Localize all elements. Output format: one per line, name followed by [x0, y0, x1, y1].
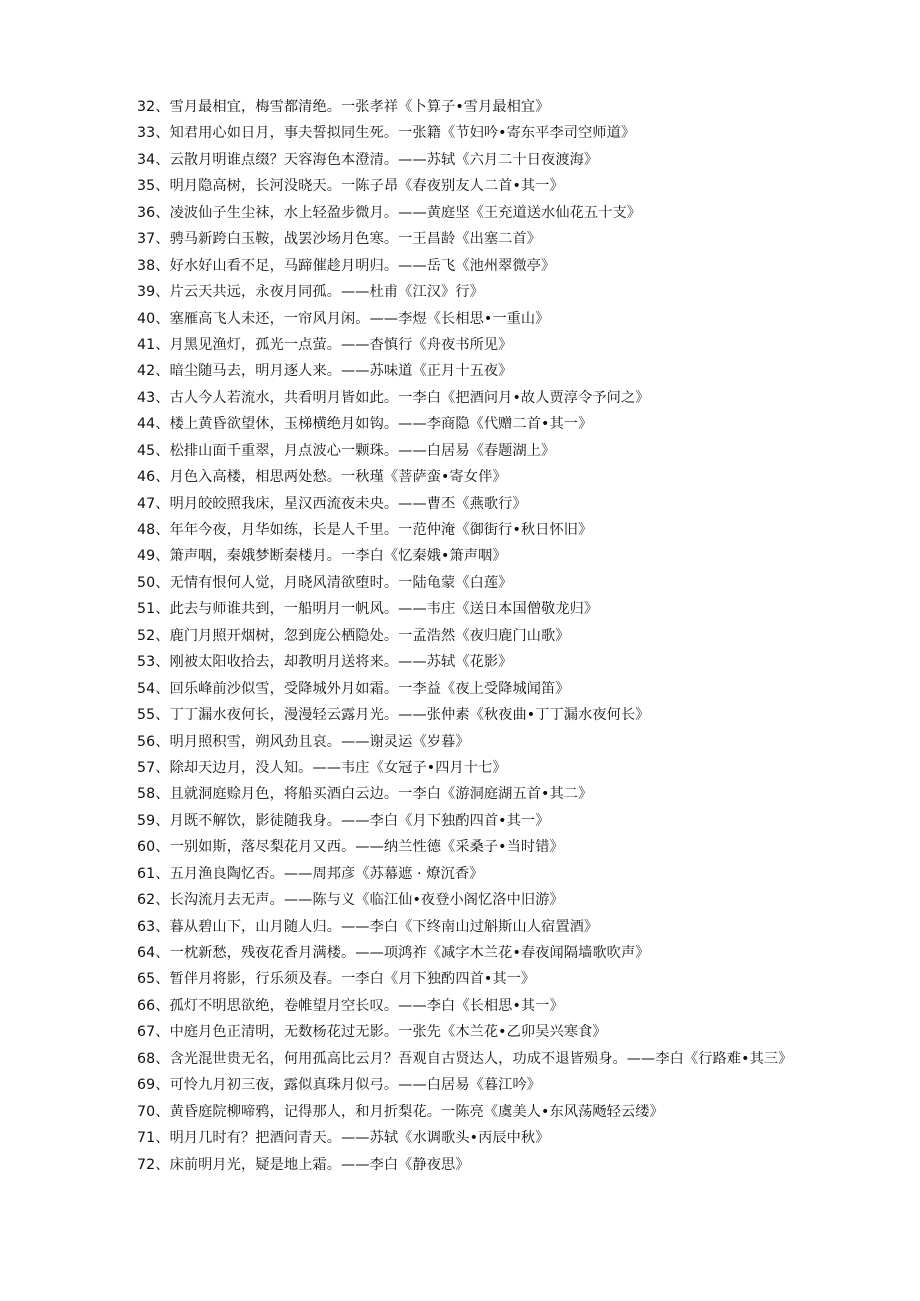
- poem-line: [137, 940, 907, 966]
- line-number: 41: [137, 336, 156, 353]
- line-number: 43: [137, 389, 156, 406]
- poem-line: [137, 120, 907, 146]
- poem-line: [137, 649, 907, 675]
- line-number: 34: [137, 151, 156, 168]
- poem-text: 明月照积雪，朔风劲且哀。——谢灵运《岁暮》: [169, 733, 470, 750]
- line-number: 64: [137, 945, 156, 961]
- line-separator: 、: [155, 680, 170, 697]
- poem-text: 塞雁高飞人未还，一帘风月闲。——李煜《长相思•一重山》: [169, 310, 550, 327]
- line-separator: 、: [155, 204, 170, 221]
- line-number: 53: [137, 654, 156, 671]
- line-separator: 、: [155, 786, 170, 803]
- poem-text: 暗尘随马去，明月逐人来。——苏味道《正月十五夜》: [169, 363, 513, 380]
- line-number: 39: [137, 284, 156, 301]
- poem-text: 古人今人若流水，共看明月皆如此。一李白《把酒问月•故人贾淳令予问之》: [169, 389, 650, 406]
- line-separator: 、: [155, 997, 170, 1014]
- poem-text: 明月皎皎照我床，星汉西流夜未央。——曹丕《燕歌行》: [169, 495, 527, 512]
- line-separator: 、: [155, 945, 170, 961]
- line-number: 52: [137, 627, 156, 644]
- line-separator: 、: [155, 442, 170, 459]
- poem-text: 暂伴月将影，行乐须及春。一李白《月下独酌四首•其一》: [169, 971, 536, 988]
- line-number: 40: [137, 310, 156, 327]
- poem-line: [137, 808, 907, 834]
- poem-text: 明月隐高树，长河没晓天。一陈子昂《春夜别友人二首•其一》: [169, 178, 564, 195]
- line-separator: 、: [155, 839, 170, 856]
- poem-line: [137, 1046, 907, 1072]
- poem-line: [137, 543, 907, 569]
- poem-text: 回乐峰前沙似雪，受降城外月如霜。一李益《夜上受降城闻笛》: [169, 680, 570, 697]
- poem-line: [137, 279, 907, 305]
- line-separator: 、: [155, 469, 170, 486]
- poem-line: [137, 570, 907, 596]
- poem-line: [137, 226, 907, 252]
- poem-line: [137, 147, 907, 173]
- poem-text: 中庭月色正清明，无数杨花过无影。一张先《木兰花•乙卯吴兴寒食》: [169, 1024, 607, 1041]
- poem-line: [137, 623, 907, 649]
- line-separator: 、: [155, 707, 170, 724]
- line-number: 33: [137, 125, 156, 142]
- line-separator: 、: [155, 231, 170, 248]
- line-number: 58: [137, 786, 156, 803]
- poem-text: 床前明月光，疑是地上霜。——李白《静夜思》: [169, 1156, 470, 1173]
- line-number: 59: [137, 812, 156, 829]
- poem-text: 鹿门月照开烟树，忽到庞公栖隐处。一孟浩然《夜归鹿门山歌》: [169, 627, 570, 644]
- poem-line: [137, 517, 907, 543]
- poem-line: [137, 332, 907, 358]
- poem-line: [137, 438, 907, 464]
- line-number: 47: [137, 495, 156, 512]
- poem-text: 知君用心如日月，事夫誓拟同生死。一张籍《节妇吟•寄东平李司空师道》: [169, 125, 636, 142]
- poem-line: [137, 173, 907, 199]
- line-number: 32: [137, 99, 156, 115]
- line-number: 45: [137, 442, 156, 459]
- line-number: 56: [137, 733, 156, 750]
- line-number: 61: [137, 865, 156, 882]
- line-number: 46: [137, 469, 156, 486]
- poem-text: 此去与师谁共到，一船明月一帆风。——韦庄《送日本国僧敬龙归》: [169, 601, 599, 618]
- poem-list: [137, 94, 907, 1178]
- line-number: 70: [137, 1103, 156, 1120]
- poem-text: 无情有恨何人觉，月晓风清欲堕时。一陆龟蒙《白莲》: [169, 574, 513, 591]
- line-separator: 、: [155, 1130, 170, 1147]
- line-number: 71: [137, 1130, 156, 1147]
- poem-text: 除却天边月，没人知。——韦庄《女冠子•四月十七》: [169, 759, 507, 776]
- poem-line: [137, 1152, 907, 1178]
- poem-line: [137, 914, 907, 940]
- poem-text: 箫声咽，秦娥梦断秦楼月。一李白《忆秦娥•箫声咽》: [169, 548, 507, 565]
- line-separator: 、: [155, 336, 170, 353]
- poem-text: 月黑见渔灯，孤光一点萤。——杳慎行《舟夜书所见》: [169, 336, 513, 353]
- line-separator: 、: [155, 971, 170, 988]
- line-number: 62: [137, 892, 156, 909]
- poem-line: [137, 491, 907, 517]
- line-separator: 、: [155, 1103, 170, 1120]
- poem-text: 一别如斯，落尽梨花月又西。——纳兰性德《采桑子•当时错》: [169, 839, 564, 856]
- line-number: 38: [137, 257, 156, 274]
- line-separator: 、: [155, 522, 170, 538]
- poem-text: 楼上黄昏欲望休，玉梯横绝月如钩。——李商隐《代赠二首•其一》: [169, 416, 593, 433]
- line-number: 72: [137, 1156, 156, 1173]
- poem-line: [137, 253, 907, 279]
- line-separator: 、: [155, 548, 170, 565]
- poem-text: 且就洞庭赊月色，将船买酒白云边。一李白《游洞庭湖五首•其二》: [169, 786, 593, 803]
- line-number: 69: [137, 1077, 156, 1094]
- line-number: 55: [137, 707, 156, 724]
- line-separator: 、: [155, 918, 170, 935]
- poem-line: [137, 834, 907, 860]
- line-number: 57: [137, 759, 156, 776]
- line-number: 65: [137, 971, 156, 988]
- line-number: 37: [137, 231, 156, 248]
- poem-text: 骋马新跨白玉鞍，战罢沙场月色寒。一王昌龄《出塞二首》: [169, 231, 542, 248]
- poem-line: [137, 676, 907, 702]
- poem-text: 长沟流月去无声。——陈与义《临江仙•夜登小阁忆洛中旧游》: [169, 892, 564, 909]
- line-separator: 、: [155, 125, 170, 142]
- line-separator: 、: [155, 574, 170, 591]
- line-separator: 、: [155, 1050, 170, 1067]
- poem-text: 云散月明谁点缀？天容海色本澄清。——苏轼《六月二十日夜渡海》: [169, 151, 599, 168]
- poem-text: 孤灯不明思欲绝，卷帷望月空长叹。——李白《长相思•其一》: [169, 997, 564, 1014]
- poem-line: [137, 306, 907, 332]
- poem-text: 月色入高楼，相思两处愁。一秋瑾《菩萨蛮•寄女伴》: [169, 469, 507, 486]
- line-separator: 、: [155, 733, 170, 750]
- poem-line: [137, 1019, 907, 1045]
- poem-line: [137, 200, 907, 226]
- line-number: 68: [137, 1050, 156, 1067]
- poem-text: 明月几时有？把酒问青天。——苏轼《水调歌头•丙辰中秋》: [169, 1130, 550, 1147]
- poem-text: 可怜九月初三夜，露似真珠月似弓。——白居易《暮江吟》: [169, 1077, 542, 1094]
- line-number: 48: [137, 522, 156, 538]
- line-separator: 、: [155, 892, 170, 909]
- poem-line: [137, 1072, 907, 1098]
- line-separator: 、: [155, 310, 170, 327]
- poem-line: [137, 887, 907, 913]
- poem-text: 一枕新愁，残夜花香月满楼。——项鸿祚《减字木兰花•春夜闻隔墙歌吹声》: [169, 945, 650, 961]
- line-separator: 、: [155, 151, 170, 168]
- poem-text: 暮从碧山下，山月随人归。——李白《下终南山过斛斯山人宿置酒》: [169, 918, 599, 935]
- poem-text: 黄昏庭院柳啼鸦，记得那人，和月折梨花。一陈亮《虞美人•东风荡飏轻云缕》: [169, 1103, 664, 1120]
- line-number: 67: [137, 1024, 156, 1041]
- line-separator: 、: [155, 601, 170, 618]
- poem-line: [137, 861, 907, 887]
- line-number: 49: [137, 548, 156, 565]
- poem-text: 含光混世贵无名，何用孤高比云月？吾观自古贤达人，功成不退皆殒身。——李白《行路难•其三》: [169, 1050, 793, 1067]
- line-number: 50: [137, 574, 156, 591]
- poem-text: 五月渔良陶忆否。——周邦彦《苏幕遮 · 燎沉香》: [169, 865, 484, 882]
- poem-text: 片云天共远，永夜月同孤。——杜甫《江汉》行》: [169, 284, 484, 301]
- poem-text: 年年今夜，月华如练，长是人千里。一范仲淹《御街行•秋日怀旧》: [169, 522, 593, 538]
- line-separator: 、: [155, 257, 170, 274]
- line-separator: 、: [155, 1156, 170, 1173]
- poem-text: 月既不解饮，影徒随我身。——李白《月下独酌四首•其一》: [169, 812, 550, 829]
- line-separator: 、: [155, 812, 170, 829]
- poem-text: 丁丁漏水夜何长，漫漫轻云露月光。——张仲素《秋夜曲•丁丁漏水夜何长》: [169, 707, 650, 724]
- poem-line: [137, 358, 907, 384]
- line-number: 63: [137, 918, 156, 935]
- poem-text: 雪月最相宜，梅雪都清绝。一张孝祥《卜算子•雪月最相宜》: [169, 99, 550, 115]
- line-separator: 、: [155, 284, 170, 301]
- line-separator: 、: [155, 495, 170, 512]
- line-number: 42: [137, 363, 156, 380]
- line-separator: 、: [155, 99, 170, 115]
- poem-text: 松排山面千重翠，月点波心一颗珠。——白居易《春题湖上》: [169, 442, 556, 459]
- line-number: 66: [137, 997, 156, 1014]
- poem-line: [137, 411, 907, 437]
- poem-line: [137, 781, 907, 807]
- line-separator: 、: [155, 363, 170, 380]
- poem-text: 刚被太阳收拾去，却教明月送将来。——苏轼《花影》: [169, 654, 513, 671]
- line-number: 35: [137, 178, 156, 195]
- line-number: 36: [137, 204, 156, 221]
- line-number: 44: [137, 416, 156, 433]
- poem-line: [137, 729, 907, 755]
- poem-text: 凌波仙子生尘袜，水上轻盈步微月。——黄庭坚《王充道送水仙花五十支》: [169, 204, 642, 221]
- line-separator: 、: [155, 1024, 170, 1041]
- poem-line: [137, 94, 907, 120]
- poem-line: [137, 966, 907, 992]
- line-number: 51: [137, 601, 156, 618]
- poem-line: [137, 993, 907, 1019]
- line-separator: 、: [155, 416, 170, 433]
- poem-line: [137, 1099, 907, 1125]
- line-separator: 、: [155, 178, 170, 195]
- line-separator: 、: [155, 759, 170, 776]
- line-separator: 、: [155, 627, 170, 644]
- poem-line: [137, 464, 907, 490]
- poem-line: [137, 596, 907, 622]
- line-separator: 、: [155, 654, 170, 671]
- line-separator: 、: [155, 865, 170, 882]
- poem-text: 好水好山看不足，马蹄催趁月明归。——岳飞《池州翠微亭》: [169, 257, 556, 274]
- poem-line: [137, 1125, 907, 1151]
- poem-line: [137, 702, 907, 728]
- line-number: 54: [137, 680, 156, 697]
- line-number: 60: [137, 839, 156, 856]
- line-separator: 、: [155, 389, 170, 406]
- poem-line: [137, 755, 907, 781]
- line-separator: 、: [155, 1077, 170, 1094]
- poem-line: [137, 385, 907, 411]
